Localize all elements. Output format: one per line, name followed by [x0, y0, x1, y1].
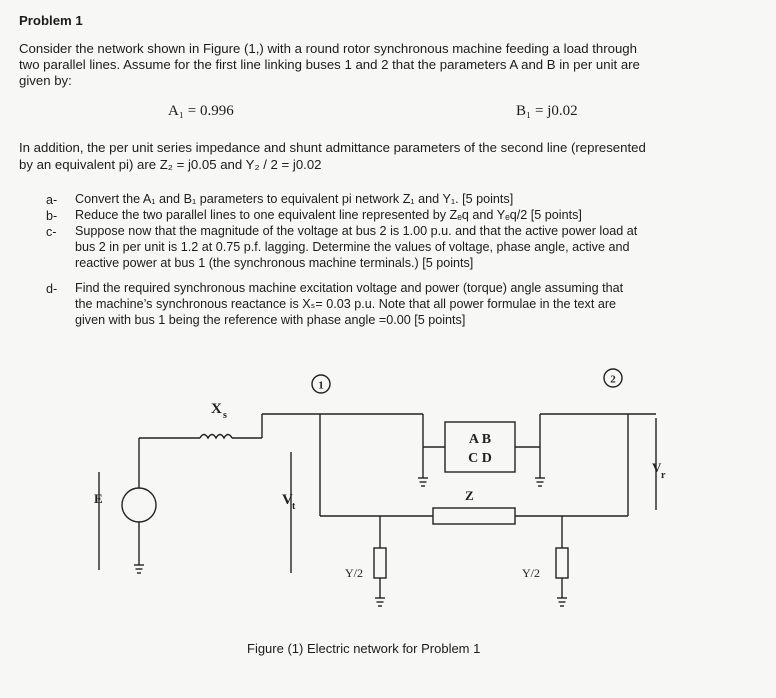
bus-2-label: 2	[610, 373, 616, 386]
abcd-bottom-label: C D	[468, 451, 492, 466]
addition-line-2: by an equivalent pi) are Z₂ = j0.05 and Y₂ / 2 = j0.02	[19, 157, 322, 172]
item-c-letter: c-	[46, 225, 57, 239]
item-c-line-2: bus 2 in per unit is 1.2 at 0.75 p.f. lagging. Determine the values of voltage, phase angle, active and	[75, 240, 630, 254]
intro-line-3: given by:	[19, 73, 72, 88]
equation-a1: A₁ = 0.996	[168, 103, 234, 119]
figure-caption: Figure (1) Electric network for Problem 1	[247, 641, 481, 656]
problem-title: Problem 1	[19, 13, 83, 28]
item-d-line-1: Find the required synchronous machine excitation voltage and power (torque) angle assuming that	[75, 281, 624, 295]
equation-b1: B₁ = j0.02	[516, 103, 578, 119]
xs-reactor-coil	[200, 435, 232, 439]
xs-subscript: s	[223, 410, 227, 421]
generator-symbol	[122, 488, 156, 522]
item-c-line-1: Suppose now that the magnitude of the voltage at bus 2 is 1.00 p.u. and that the active power load at	[75, 224, 638, 238]
vt-label: V	[282, 492, 293, 508]
vr-label: V	[652, 460, 662, 475]
item-a-letter: a-	[46, 193, 58, 207]
vt-subscript: t	[292, 501, 296, 512]
item-b-letter: b-	[46, 209, 58, 223]
addition-line-1: In addition, the per unit series impedance and shunt admittance parameters of the second line (represented	[19, 140, 646, 155]
shunt-right-label: Y/2	[522, 566, 540, 580]
vr-subscript: r	[661, 470, 666, 481]
shunt-left-label: Y/2	[345, 566, 363, 580]
shunt-right-box	[556, 548, 568, 578]
item-d-line-3: given with bus 1 being the reference with phase angle =0.00 [5 points]	[75, 313, 466, 327]
intro-line-1: Consider the network shown in Figure (1,) with a round rotor synchronous machine feeding a load through	[19, 41, 637, 56]
item-b-line-1: Reduce the two parallel lines to one equivalent line represented by Zₑq and Yₑq/2 [5 points]	[75, 208, 582, 222]
item-a-line-1: Convert the A₁ and B₁ parameters to equivalent pi network Z₁ and Y₁. [5 points]	[75, 192, 514, 206]
shunt-left-box	[374, 548, 386, 578]
xs-label: X	[211, 401, 222, 417]
z-impedance-box	[433, 508, 515, 524]
item-d-line-2: the machine’s synchronous reactance is Xₛ= 0.03 p.u. Note that all power formulae in the text are	[75, 297, 617, 311]
item-c-line-3: reactive power at bus 1 (the synchronous machine terminals.) [5 points]	[75, 256, 474, 270]
intro-line-2: two parallel lines. Assume for the first line linking buses 1 and 2 that the parameters A and B in per unit are	[19, 57, 640, 72]
e-label: E	[94, 491, 103, 506]
item-d-letter: d-	[46, 282, 58, 296]
z-label: Z	[465, 488, 474, 503]
abcd-top-label: A B	[468, 432, 492, 447]
bus-1-label: 1	[318, 379, 324, 392]
